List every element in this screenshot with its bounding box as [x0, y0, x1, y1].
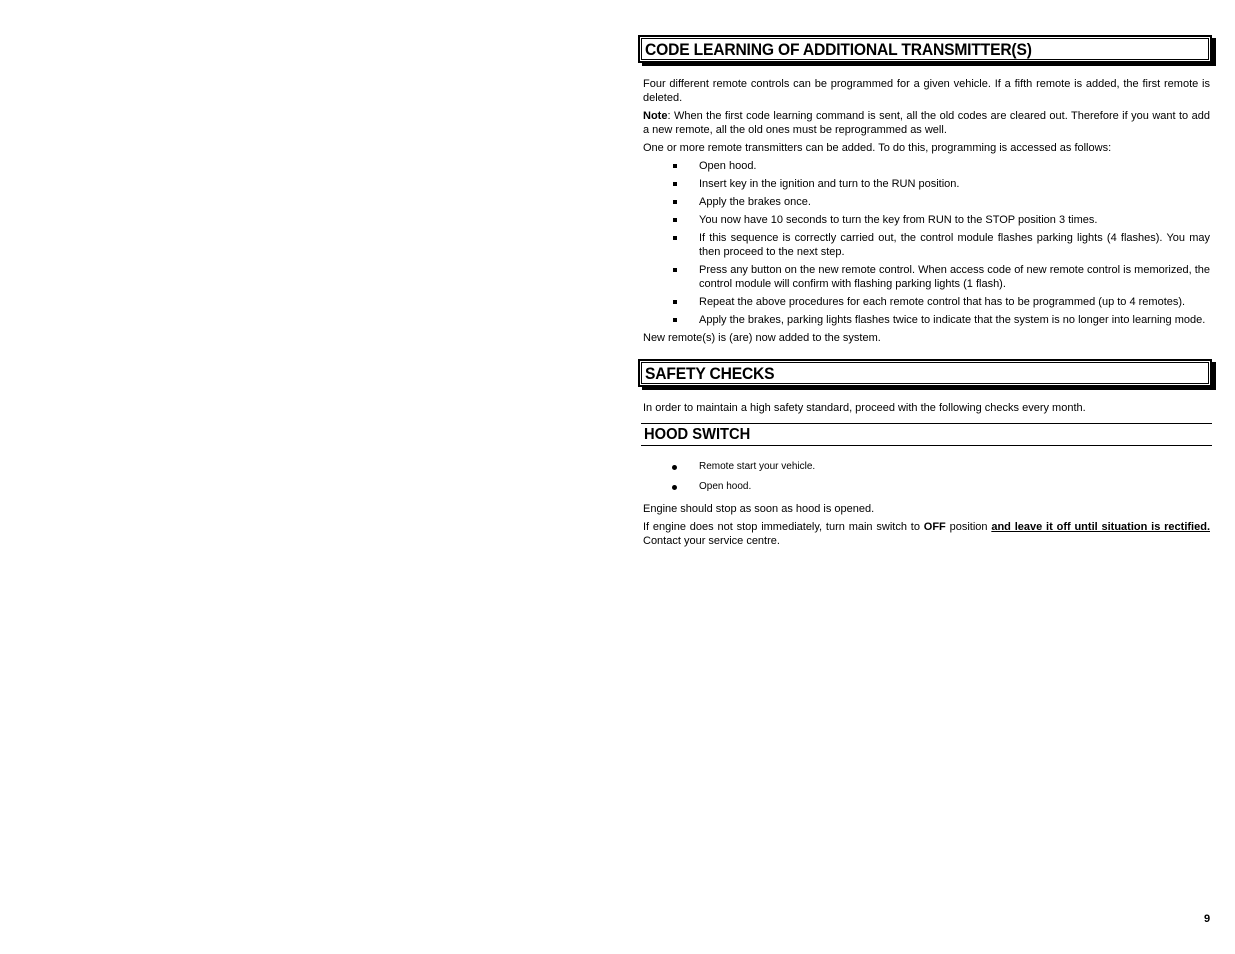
- list-item: Apply the brakes once.: [643, 195, 1210, 209]
- list-item: Repeat the above procedures for each remote control that has to be programmed (up to 4 remotes).: [643, 295, 1210, 309]
- list-item: Open hood.: [643, 159, 1210, 173]
- warning-emphasis: and leave it off until situation is rectified.: [991, 521, 1210, 533]
- section-body-safety-checks: [643, 401, 1210, 415]
- list-item: Open hood.: [643, 480, 1210, 494]
- section-title: SAFETY CHECKS: [645, 364, 775, 383]
- hood-steps-list: [643, 460, 1210, 494]
- hood-switch-body: [643, 460, 1210, 494]
- list-item: Remote start your vehicle.: [643, 460, 1210, 474]
- section-body-code-learning: [643, 77, 1210, 345]
- section-header-code-learning: [638, 35, 1212, 63]
- manual-page-column: [638, 35, 1216, 552]
- hood-switch-result: [643, 502, 1210, 548]
- subsection-header-hood-switch: [641, 423, 1212, 446]
- list-item: Press any button on the new remote control. When access code of new remote control is memorized, the control module will confirm with flashing parking lights (1 flash).: [643, 263, 1210, 291]
- learning-steps-list: [643, 159, 1210, 327]
- section-title: CODE LEARNING OF ADDITIONAL TRANSMITTER(S): [645, 40, 1032, 59]
- result-paragraph: Engine should stop as soon as hood is opened.: [643, 503, 875, 515]
- list-item: You now have 10 seconds to turn the key from RUN to the STOP position 3 times.: [643, 213, 1210, 227]
- page-number: 9: [1204, 913, 1211, 925]
- warning-text-b: position: [945, 521, 992, 533]
- warning-text-a: If engine does not stop immediately, turn main switch to: [643, 521, 924, 533]
- subsection-title: HOOD SWITCH: [644, 426, 751, 443]
- list-item: Apply the brakes, parking lights flashes twice to indicate that the system is no longer into learning mode.: [643, 313, 1210, 327]
- list-item: Insert key in the ignition and turn to the RUN position.: [643, 177, 1210, 191]
- warning-paragraph: [643, 520, 1210, 548]
- closing-paragraph: New remote(s) is (are) now added to the system.: [643, 332, 881, 344]
- warning-text-c: Contact your service centre.: [643, 535, 780, 547]
- section-header-safety-checks: [638, 359, 1212, 387]
- note-text: : When the first code learning command is sent, all the old codes are cleared out. Therefore if you want to add a new remote, all the old ones must be reprogrammed as well.: [643, 110, 1210, 136]
- access-paragraph: One or more remote transmitters can be added. To do this, programming is accessed as follows:: [643, 142, 1112, 154]
- note-paragraph: [643, 109, 1210, 137]
- list-item: If this sequence is correctly carried out, the control module flashes parking lights (4 flashes). You may then proceed to the next step.: [643, 231, 1210, 259]
- safety-intro-paragraph: In order to maintain a high safety standard, proceed with the following checks every month.: [643, 402, 1086, 414]
- note-label: Note: [643, 110, 668, 122]
- intro-paragraph: Four different remote controls can be programmed for a given vehicle. If a fifth remote is added, the first remote is deleted.: [643, 78, 1210, 104]
- off-label: OFF: [923, 521, 946, 533]
